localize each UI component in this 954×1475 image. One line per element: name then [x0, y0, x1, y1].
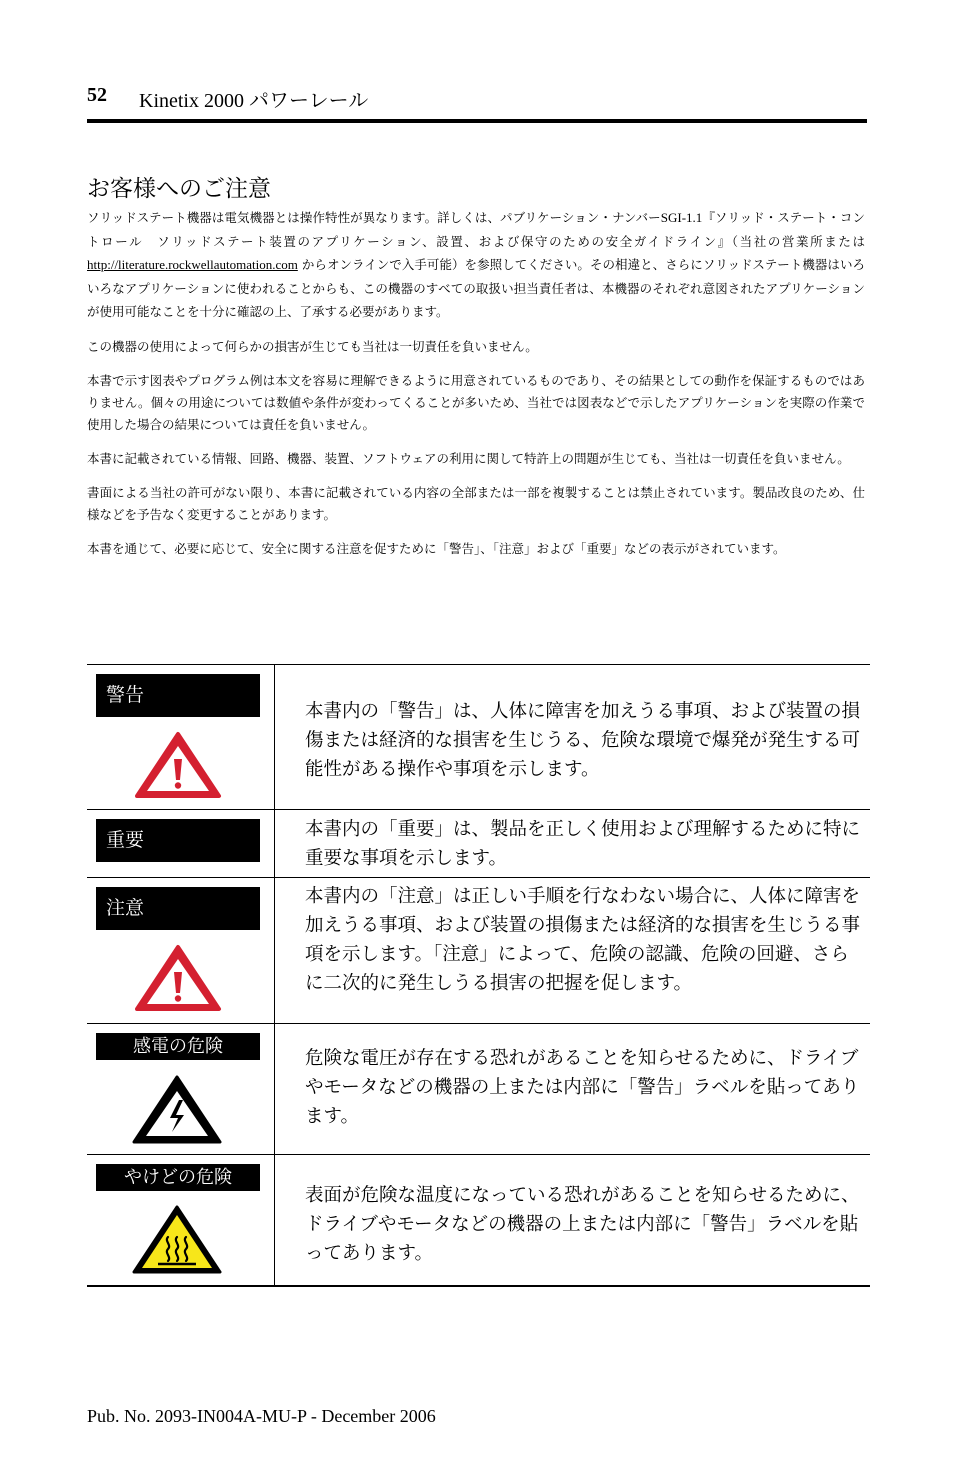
notice-row-caution [87, 878, 870, 1024]
safety-notice-table [87, 664, 870, 1287]
page-footer: Pub. No. 2093-IN004A-MU-P - December 2006 [87, 1406, 436, 1426]
publication-code: SGI-1.1 [660, 210, 703, 225]
header-rule [87, 119, 867, 123]
notice-label-shock-hazard: 感電の危険 [96, 1033, 260, 1060]
notice-row-shock-hazard [87, 1024, 870, 1155]
page-number: 52 [87, 84, 107, 106]
paragraph-examples: 本書で示す図表やプログラム例は本文を容易に理解できるように用意されているものであり、その結果としての動作を保証するものではありません。個々の用途については数値や条件が変わってくることが多いため、当社では図表などで示したアプリケーションを実際の作業で使用した場合の結果については責任を負いません。 [87, 372, 865, 432]
header-title: Kinetix 2000 パワーレール [139, 90, 369, 112]
notice-label-warning: 警告 [96, 674, 260, 717]
notice-text-caution: 本書内の「注意」は正しい手順を行なわない場合に、人体に障害を加えうる事項、および装置の損傷または経済的な損害を生じうる事項を示します。「注意」によって、危険の認識、危険の回避、さらに二次的に発生しうる損害の把握を促します。 [305, 886, 861, 994]
notice-label-caution: 注意 [96, 887, 260, 930]
electric-shock-icon [132, 1075, 222, 1145]
paragraph-liability: この機器の使用によって何らかの損害が生じても当社は一切責任を負いません。 [87, 338, 538, 354]
warning-triangle-icon [134, 731, 222, 799]
literature-link[interactable]: http://literature.rockwellautomation.com [87, 257, 298, 272]
notice-label-burn-hazard: やけどの危険 [96, 1164, 260, 1191]
paragraph-solid-state [87, 206, 865, 324]
warning-triangle-icon [134, 944, 222, 1012]
paragraph-text: からオンラインで入手可能）を参照してください。その相違と、さらにソリッドステート機器はいろいろなアプリケーションに使われることからも、この機器のすべての取扱い担当責任者は、本機器のそれぞれ意図されたアプリケーションが使用可能なことを十分に確認の上、了承する必要があります。 [87, 257, 865, 319]
notice-row-warning [87, 665, 870, 810]
notice-text-shock-hazard: 危険な電圧が存在する恐れがあることを知らせるために、ドライブやモータなどの機器の上または内部に「警告」ラベルを貼ってあります。 [305, 1048, 860, 1127]
notice-row-important [87, 810, 870, 878]
notice-text-important: 本書内の「重要」は、製品を正しく使用および理解するために特に重要な事項を示します。 [305, 819, 861, 869]
notice-text-warning: 本書内の「警告」は、人体に障害を加えうる事項、および装置の損傷または経済的な損害を生じうる、危険な環境で爆発が発生する可能性がある操作や事項を示します。 [305, 701, 861, 780]
hot-surface-icon [132, 1205, 222, 1275]
notice-row-burn-hazard [87, 1155, 870, 1285]
body-text [87, 206, 865, 572]
paragraph-patent: 本書に記載されている情報、回路、機器、装置、ソフトウェアの利用に関して特許上の問題が生じても、当社は一切責任を負いません。 [87, 450, 850, 466]
paragraph-text: 『ソリッド・ステート・コントロール ソリッドステート装置のアプリケーション、設置、および保守のための安全ガイドライン』（当社の営業所または [87, 210, 865, 249]
paragraph-safety-notices: 本書を通じて、必要に応じて、安全に関する注意を促すために「警告」、「注意」および「重要」などの表示がされています。 [87, 540, 786, 556]
paragraph-reproduction: 書面による当社の許可がない限り、本書に記載されている内容の全部または一部を複製することは禁止されています。製品改良のため、仕様などを予告なく変更することがあります。 [87, 484, 865, 522]
page-header [87, 84, 867, 124]
notice-text-burn-hazard: 表面が危険な温度になっている恐れがあることを知らせるために、ドライブやモータなどの機器の上または内部に「警告」ラベルを貼ってあります。 [305, 1185, 860, 1264]
section-title: お客様へのご注意 [87, 176, 271, 202]
paragraph-text: ソリッドステート機器は電気機器とは操作特性が異なります。詳しくは、パブリケーション・ナンバー [87, 210, 661, 225]
notice-label-important: 重要 [96, 819, 260, 862]
